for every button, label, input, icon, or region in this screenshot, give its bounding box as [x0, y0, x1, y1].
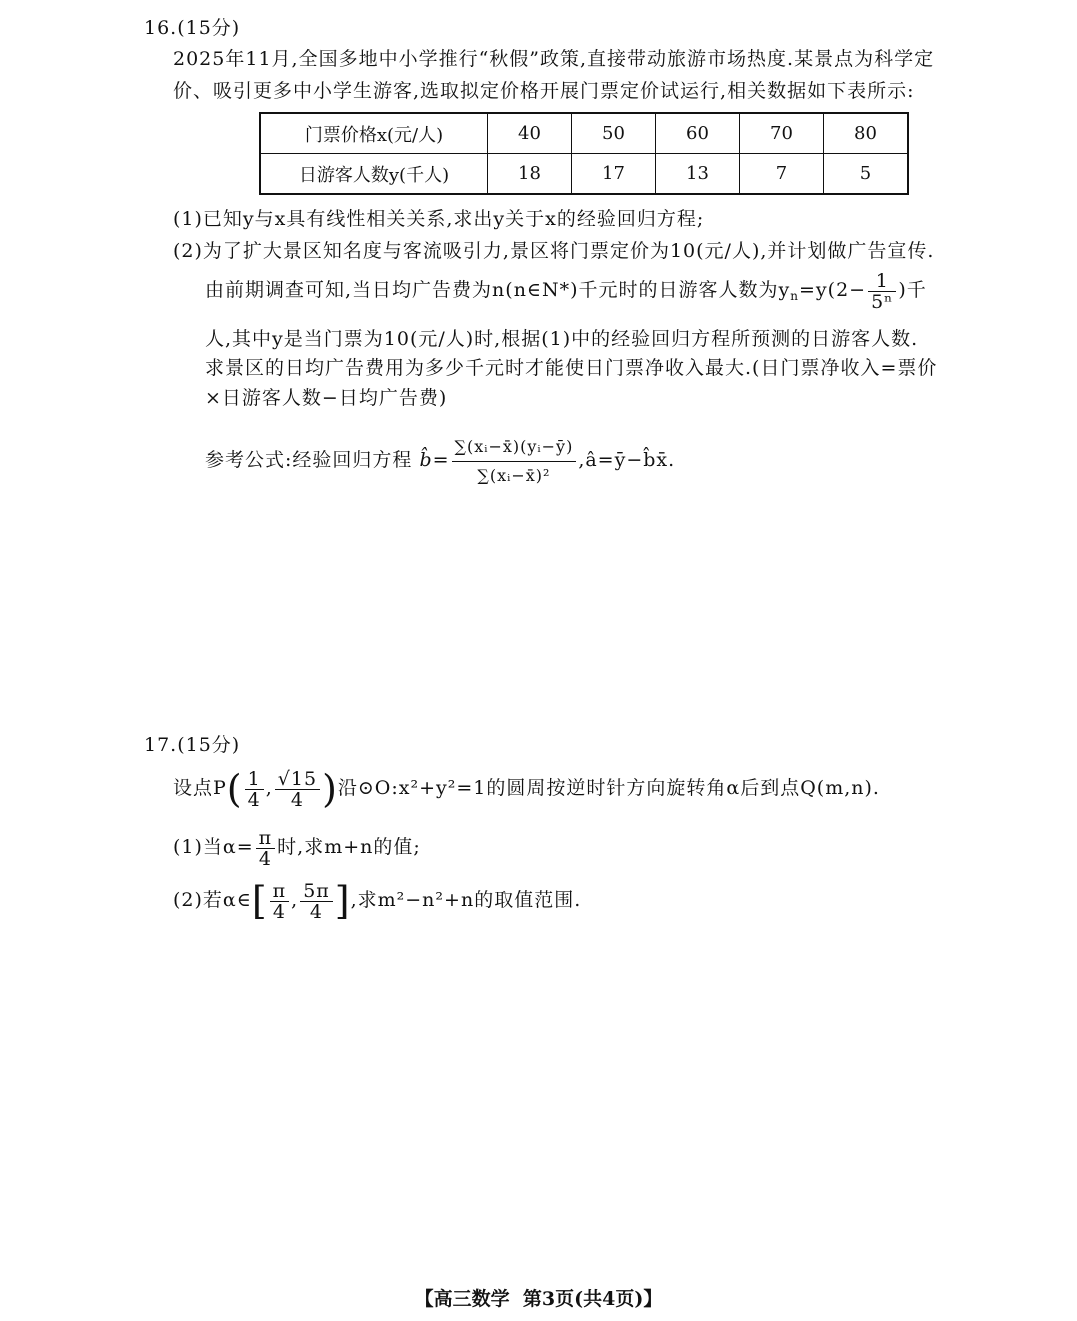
fraction: $\frac{1}{\text{5ⁿ}}$: [868, 271, 896, 312]
fraction: $\frac{5\pi}{4}$: [300, 881, 333, 922]
table-row: [260, 154, 908, 195]
q16-part2-text-a: 由前期调查可知,当日均广告费为n(n∈N*)千元时的日游客人数为y: [205, 279, 791, 301]
table-cell: 60: [656, 113, 740, 154]
table-row: [260, 113, 908, 154]
q16-part2-text-c: )千: [898, 279, 927, 301]
q16-part1: (1)已知y与x具有线性相关关系,求出y关于x的经验回归方程;: [173, 208, 705, 230]
q16-part2-line1: (2)为了扩大景区知名度与客流吸引力,景区将门票定价为10(元/人),并计划做广告宣传.: [173, 240, 935, 262]
q16-part2-text-b: =y(2−: [799, 279, 867, 301]
formula-label: 参考公式:经验回归方程: [205, 449, 413, 471]
q17-header: 17.(15分): [144, 734, 241, 756]
table-header-cell: 门票价格x(元/人): [260, 113, 488, 154]
q16-intro-line2: 价、吸引更多中小学生游客,选取拟定价格开展门票定价试运行,相关数据如下表所示:: [173, 80, 915, 102]
regression-fraction: [452, 433, 577, 490]
q17-part2: (2)若α∈[ $\frac{\pi}{4}$ , $\frac{5\pi}{4}$ ],求m²−n²+n的取值范围.: [173, 879, 582, 923]
table-cell: 17: [572, 154, 656, 195]
formula-denominator: ∑(xᵢ−x̄)²: [477, 465, 551, 485]
fraction: $\frac{1}{4}$: [245, 769, 264, 810]
table-cell: 80: [824, 113, 909, 154]
q16-part2-line2: 由前期调查可知,当日均广告费为n(n∈N*)千元时的日游客人数为$y_n=y(2-$ $\frac{1}{\text{5ⁿ}}$ )千: [205, 269, 927, 313]
table-cell: 70: [740, 113, 824, 154]
q17-part1: (1)当α= $\frac{\pi}{4}$ 时,求m+n的值;: [173, 826, 421, 870]
table-cell: 40: [488, 113, 572, 154]
q16-part2-line5: ×日游客人数−日均广告费): [205, 387, 448, 409]
page-footer: 【高三数学 第3页(共4页)】: [414, 1288, 663, 1310]
table-cell: 18: [488, 154, 572, 195]
q16-part2-line3: 人,其中y是当门票为10(元/人)时,根据(1)中的经验回归方程所预测的日游客人数.: [205, 328, 919, 350]
formula-numerator: ∑(xᵢ−x̄)(yᵢ−ȳ): [452, 433, 577, 462]
table-cell: 5: [824, 154, 909, 195]
data-table: [259, 112, 909, 195]
q16-intro-line1: 2025年11月,全国多地中小学推行“秋假”政策,直接带动旅游市场热度.某景点为科学定: [173, 48, 935, 70]
fraction: $\frac{\pi}{4}$: [256, 828, 276, 869]
q16-part2-line4: 求景区的日均广告费用为多少千元时才能使日门票净收入最大.(日门票净收入=票价: [205, 357, 938, 379]
formula-tail: ,â=ȳ−b̂x̄.: [578, 449, 676, 471]
q17-line1: 设点P( $\frac{1}{4}$ , $\frac{√15}{4}$ )沿⊙O:x²+y²=1的圆周按逆时针方向旋转角α后到点Q(m,n).: [173, 767, 880, 811]
q16-header: 16.(15分): [144, 17, 241, 39]
fraction: $\frac{√15}{4}$: [275, 769, 320, 810]
table-cell: 50: [572, 113, 656, 154]
table-cell: 7: [740, 154, 824, 195]
table-header-cell: 日游客人数y(千人): [260, 154, 488, 195]
reference-formula: 参考公式:经验回归方程 b̂= $\frac{\text{∑(xᵢ−x̄)(yᵢ−ȳ)}}{\text{∑(xᵢ−x̄)²}}$ ,â=ȳ−b̂x̄.: [205, 420, 675, 500]
fraction: $\frac{\pi}{4}$: [270, 881, 290, 922]
table-cell: 13: [656, 154, 740, 195]
